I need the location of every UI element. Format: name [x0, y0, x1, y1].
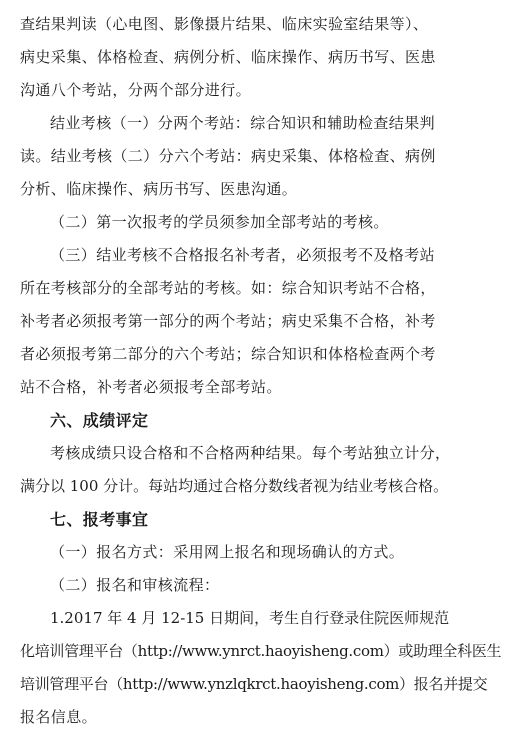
text-line: 1.2017 年 4 月 12-15 日期间，考生自行登录住院医师规范 — [50, 609, 450, 627]
text-line: 病史采集、体格检查、病例分析、临床操作、病历书写、医患 — [20, 48, 436, 66]
text-line: 分析、临床操作、病历书写、医患沟通。 — [20, 180, 298, 198]
text-line: 站不合格，补考者必须报考全部考站。 — [20, 378, 282, 396]
text-line: 所在考核部分的全部考站的考核。如：综合知识考站不合格， — [20, 279, 436, 297]
text-line: 考核成绩只设合格和不合格两种结果。每个考站独立计分， — [50, 444, 451, 462]
text-line-with-link: 培训管理平台（http://www.ynzlqkrct.haoyisheng.com）报名并提交 — [20, 675, 488, 693]
text-line: 读。结业考核（二）分六个考站：病史采集、体格检查、病例 — [20, 147, 436, 165]
text-line-with-link: 化培训管理平台（http://www.ynrct.haoyisheng.com）或助理全科医生 — [20, 642, 502, 660]
text-line: 沟通八个考站，分两个部分进行。 — [20, 81, 252, 99]
text-line: （二）报名和审核流程： — [50, 576, 220, 594]
text-line: （三）结业考核不合格报名补考者，必须报考不及格考站 — [50, 246, 436, 264]
text-line: 查结果判读（心电图、影像摄片结果、临床实验室结果等）、 — [20, 15, 429, 33]
text-line: 者必须报考第二部分的六个考站；综合知识和体格检查两个考 — [20, 345, 436, 363]
section-heading-7: 七、报考事宜 — [50, 510, 149, 529]
text-line: 报名信息。 — [20, 708, 98, 726]
text-line: （二）第一次报考的学员须参加全部考站的考核。 — [50, 213, 389, 231]
section-heading-6: 六、成绩评定 — [50, 411, 149, 430]
text-line: 满分以 100 分计。每站均通过合格分数线者视为结业考核合格。 — [20, 477, 449, 495]
text-line: 结业考核（一）分两个考站：综合知识和辅助检查结果判 — [50, 114, 436, 132]
text-line: 补考者必须报考第一部分的两个考站；病史采集不合格，补考 — [20, 312, 436, 330]
text-line: （一）报名方式：采用网上报名和现场确认的方式。 — [50, 543, 405, 561]
document-page — [20, 8, 512, 734]
